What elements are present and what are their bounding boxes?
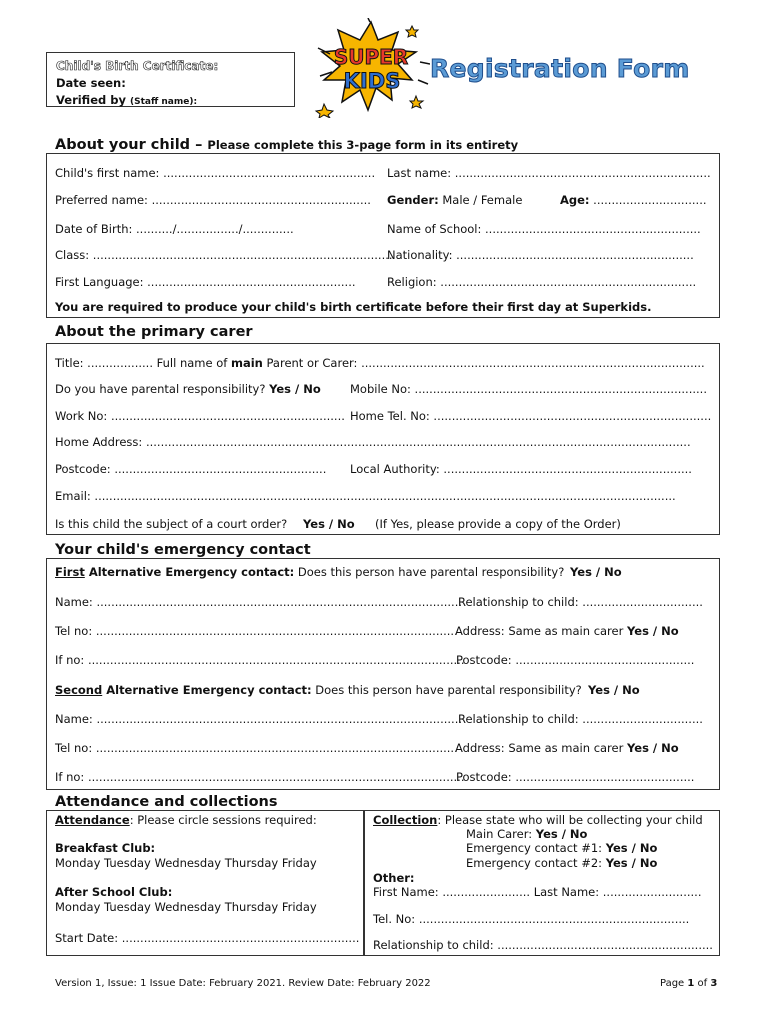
first-language-field[interactable]: First Language: ......................................................... — [55, 275, 356, 289]
version-footer: Version 1, Issue: 1 Issue Date: February 2021. Review Date: February 2022 — [55, 978, 431, 989]
first-contact-postcode-field[interactable]: Postcode: ................................................. — [456, 653, 695, 667]
second-contact-tel-field[interactable]: Tel no: ................................................................................................... — [55, 741, 458, 755]
after-school-club-days[interactable]: Monday Tuesday Wednesday Thursday Friday — [55, 900, 317, 914]
page-number: Page 1 of 3 — [660, 978, 718, 989]
date-of-birth-field[interactable]: Date of Birth: ........../................./.............. — [55, 222, 294, 236]
date-seen-label: Date seen: — [56, 76, 126, 90]
logo-super-text: SUPER — [333, 45, 409, 69]
breakfast-club-label: Breakfast Club: — [55, 841, 156, 855]
work-phone-field[interactable]: Work No: ................................................................ — [55, 409, 345, 423]
first-contact-name-field[interactable]: Name: .................................................................................................... — [55, 595, 463, 609]
second-contact-postcode-field[interactable]: Postcode: ................................................. — [456, 770, 695, 784]
second-contact-if-no-field[interactable]: If no: ....................................................................................................... — [55, 770, 465, 784]
local-authority-field[interactable]: Local Authority: .................................................................... — [350, 462, 692, 476]
page-title: Registration Form — [430, 54, 690, 83]
staff-verification-box — [46, 52, 295, 107]
collection-label: Collection: Please state who will be collecting your child — [373, 813, 703, 827]
first-contact-if-no-field[interactable]: If no: ....................................................................................................... — [55, 653, 465, 667]
first-contact-relationship-field[interactable]: Relationship to child: ................................. — [458, 595, 703, 609]
verified-by-label: Verified by (Staff name): — [56, 93, 198, 107]
primary-carer-heading: About the primary carer — [55, 324, 253, 340]
collection-other-name-field[interactable]: First Name: ........................ Last Name: ........................... — [373, 885, 702, 899]
superkids-logo — [312, 18, 430, 118]
carer-title-field[interactable]: Title: .................. Full name of main Parent or Carer: .............................................................................................. — [55, 356, 705, 370]
collection-emergency-2[interactable]: Emergency contact #2: Yes / No — [466, 856, 658, 870]
attendance-heading: Attendance and collections — [55, 794, 278, 810]
mobile-field[interactable]: Mobile No: ................................................................................ — [350, 382, 707, 396]
court-order-question: Is this child the subject of a court order? — [55, 517, 288, 531]
first-contact-parental-yes-no[interactable]: Yes / No — [570, 565, 622, 579]
court-order-note: (If Yes, please provide a copy of the Order) — [375, 517, 621, 531]
collection-main-carer[interactable]: Main Carer: Yes / No — [466, 827, 588, 841]
second-contact-address-same[interactable]: Address: Same as main carer Yes / No — [455, 741, 679, 755]
age-field[interactable]: Age: ............................... — [560, 193, 707, 207]
start-date-field[interactable]: Start Date: ................................................................. — [55, 931, 360, 945]
emergency-contact-heading: Your child's emergency contact — [55, 542, 311, 558]
breakfast-club-days[interactable]: Monday Tuesday Wednesday Thursday Friday — [55, 856, 317, 870]
second-contact-parental-yes-no[interactable]: Yes / No — [588, 683, 640, 697]
first-contact-address-same[interactable]: Address: Same as main carer Yes / No — [455, 624, 679, 638]
home-phone-field[interactable]: Home Tel. No: ............................................................................ — [350, 409, 712, 423]
school-name-field[interactable]: Name of School: ........................................................... — [387, 222, 701, 236]
logo-kids-text: KIDS — [343, 69, 401, 93]
emergency-contact-box — [46, 558, 720, 790]
first-emergency-contact-label: First Alternative Emergency contact: Does this person have parental responsibility? — [55, 565, 565, 579]
second-contact-name-field[interactable]: Name: .................................................................................................... — [55, 712, 463, 726]
collection-other-label: Other: — [373, 871, 415, 885]
collection-other-tel-field[interactable]: Tel. No: .......................................................................... — [373, 912, 690, 926]
gender-field[interactable]: Gender: Male / Female — [387, 193, 523, 207]
collection-other-relationship-field[interactable]: Relationship to child: ........................................................... — [373, 938, 713, 952]
nationality-field[interactable]: Nationality: ................................................................. — [387, 248, 694, 262]
home-address-field[interactable]: Home Address: ..................................................................................................................................................... — [55, 435, 691, 449]
collection-emergency-1[interactable]: Emergency contact #1: Yes / No — [466, 841, 658, 855]
parental-responsibility-field[interactable]: Do you have parental responsibility? Yes / No — [55, 382, 321, 396]
court-order-yes-no[interactable]: Yes / No — [303, 517, 355, 531]
child-last-name-field[interactable]: Last name: ...................................................................... — [387, 166, 711, 180]
email-field[interactable]: Email: ............................................................................................................................................................... — [55, 489, 676, 503]
second-emergency-contact-label: Second Alternative Emergency contact: Does this person have parental responsibility? — [55, 683, 582, 697]
first-contact-tel-field[interactable]: Tel no: ................................................................................................... — [55, 624, 458, 638]
postcode-field[interactable]: Postcode: .......................................................... — [55, 462, 327, 476]
class-field[interactable]: Class: .................................................................................. — [55, 248, 393, 262]
second-contact-relationship-field[interactable]: Relationship to child: ................................. — [458, 712, 703, 726]
about-child-heading: About your child – Please complete this 3-page form in its entirety — [55, 137, 519, 153]
religion-field[interactable]: Religion: ...................................................................... — [387, 275, 697, 289]
child-first-name-field[interactable]: Child's first name: .......................................................... — [55, 166, 376, 180]
preferred-name-field[interactable]: Preferred name: ............................................................ — [55, 193, 371, 207]
birth-certificate-label: Child's Birth Certificate: — [56, 59, 219, 73]
attendance-label: Attendance: Please circle sessions required: — [55, 813, 317, 827]
after-school-club-label: After School Club: — [55, 885, 173, 899]
birth-certificate-note: You are required to produce your child's birth certificate before their first day at Superkids. — [55, 300, 652, 314]
